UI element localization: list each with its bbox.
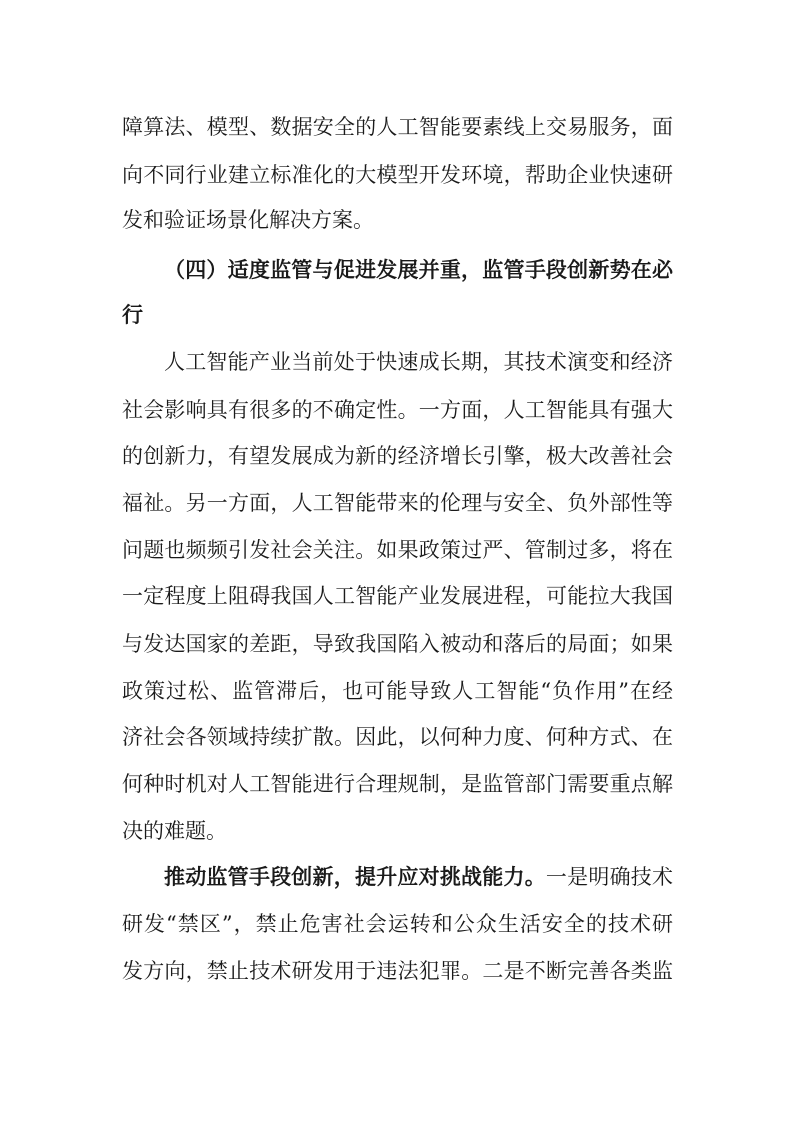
paragraph-line: 人工智能产业当前处于快速成长期，其技术演变和经济 <box>164 350 673 374</box>
paragraph-line: 福祉。另一方面，人工智能带来的伦理与安全、负外部性等 <box>122 491 673 515</box>
paragraph-line: 决的难题。 <box>122 819 227 843</box>
paragraph-line: 发方向，禁止技术研发用于违法犯罪。二是不断完善各类监 <box>122 959 673 983</box>
paragraph-line: 济社会各领域持续扩散。因此，以何种力度、何种方式、在 <box>122 725 673 749</box>
paragraph-line: 何种时机对人工智能进行合理规制，是监管部门需要重点解 <box>122 772 673 796</box>
bold-lead-sentence: 推动监管手段创新，提升应对挑战能力。 <box>164 865 546 889</box>
paragraph-line: 向不同行业建立标准化的大模型开发环境，帮助企业快速研 <box>122 163 673 187</box>
paragraph-line: 研发“禁区”，禁止危害社会运转和公众生活安全的技术研 <box>122 912 673 936</box>
paragraph-line: 障算法、模型、数据安全的人工智能要素线上交易服务，面 <box>122 115 673 139</box>
paragraph-line: 的创新力，有望发展成为新的经济增长引擎，极大改善社会 <box>122 444 673 468</box>
section-heading-line: （四）适度监管与促进发展并重，监管手段创新势在必 <box>164 258 673 282</box>
paragraph-line: 与发达国家的差距，导致我国陷入被动和落后的局面；如果 <box>122 632 673 656</box>
section-heading-line: 行 <box>122 303 143 327</box>
paragraph-line: 发和验证场景化解决方案。 <box>122 208 374 232</box>
paragraph-line: 问题也频频引发社会关注。如果政策过严、管制过多，将在 <box>122 538 673 562</box>
paragraph-line: 社会影响具有很多的不确定性。一方面，人工智能具有强大 <box>122 398 673 422</box>
paragraph-first-line <box>164 863 673 891</box>
paragraph-line: 一定程度上阻碍我国人工智能产业发展进程，可能拉大我国 <box>122 584 673 608</box>
paragraph-line-rest: 一是明确技术 <box>545 865 674 889</box>
paragraph-line: 政策过松、监管滞后，也可能导致人工智能“负作用”在经 <box>122 679 673 703</box>
